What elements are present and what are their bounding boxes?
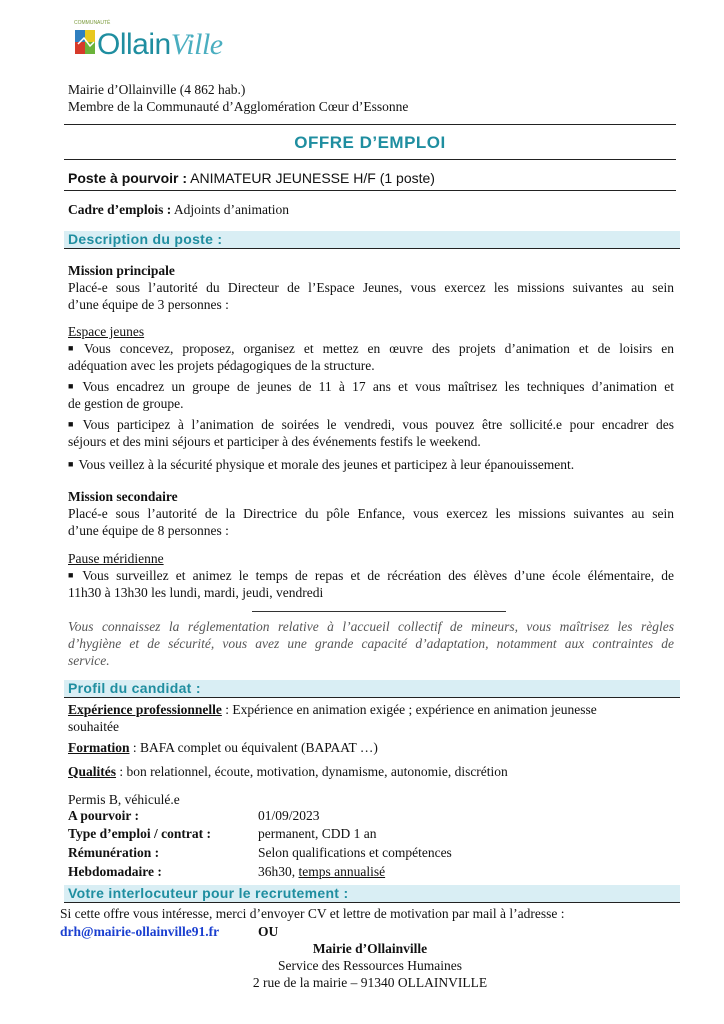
qualites-value: : bon relationnel, écoute, motivation, dynamisme, autonomie, discrétion	[116, 764, 508, 779]
bullet-square-icon: ■	[68, 459, 74, 469]
contact-or: OU	[258, 924, 279, 939]
formation-value: : BAFA complet ou équivalent (BAPAAT …)	[129, 740, 378, 755]
table-row-value: Selon qualifications et compétences	[258, 845, 452, 860]
table-row-label: Rémunération :	[68, 845, 160, 860]
contact-address: 2 rue de la mairie – 91340 OLLAINVILLE	[252, 975, 488, 990]
section-heading-contact: Votre interlocuteur pour le recrutement :	[64, 885, 680, 903]
poste-line	[68, 170, 674, 187]
experience-line-2: souhaitée	[68, 719, 119, 734]
bullet-1-line-2: adéquation avec les projets pédagogiques de la structure.	[68, 358, 375, 373]
mission-secondaire-title: Mission secondaire	[68, 489, 178, 504]
cadre-line	[68, 201, 674, 218]
bullet-1-text: Vous concevez, proposez, organisez et mettez en œuvre des projets d’animation et de loisirs en	[84, 341, 675, 356]
section-heading-description: Description du poste :	[64, 231, 680, 249]
poste-value: ANIMATEUR JEUNESSE H/F (1 poste)	[187, 170, 435, 186]
bullet-square-icon: ■	[68, 419, 78, 429]
table-row-value	[258, 864, 385, 880]
italic-line-1: Vous connaissez la réglementation relative à l’accueil collectif de mineurs, vous maîtrisez les règles	[68, 619, 674, 634]
mission-secondaire-intro-2: d’une équipe de 8 personnes :	[68, 523, 229, 538]
header-line-1: Mairie d’Ollainville (4 862 hab.)	[68, 82, 246, 97]
bullet-square-icon: ■	[68, 381, 78, 391]
bullet-4-line-1	[68, 456, 674, 473]
experience-value: : Expérience en animation exigée ; expérience en animation jeunesse	[221, 702, 597, 717]
poste-label: Poste à pourvoir :	[68, 170, 188, 186]
separator-rule	[252, 611, 506, 612]
qualites-line	[68, 763, 674, 780]
logo-tagline: COMMUNAUTÉ	[74, 20, 111, 26]
logo-emblem-icon	[74, 24, 98, 58]
contact-email-link[interactable]: drh@mairie-ollainville91.fr	[60, 924, 220, 939]
logo-wordmark	[97, 28, 223, 62]
formation-line	[68, 739, 674, 756]
formation-label: Formation	[68, 740, 130, 755]
table-row-value: 01/09/2023	[258, 808, 320, 823]
qualites-label: Qualités	[68, 764, 117, 779]
espace-jeunes-heading: Espace jeunes	[68, 324, 145, 339]
bullet-3-line-1	[68, 416, 674, 433]
experience-line	[68, 701, 674, 718]
bullet-2-text: Vous encadrez un groupe de jeunes de 11 à 17 ans et vous maîtrisez les techniques d’animation et	[82, 379, 675, 394]
title-bottom-rule	[64, 159, 676, 160]
contact-service: Service des Ressources Humaines	[277, 958, 463, 973]
poste-rule	[64, 190, 676, 191]
mission-principale-intro-1: Placé-e sous l’autorité du Directeur de l’Espace Jeunes, vous exercez les missions suivantes au sein	[68, 280, 674, 295]
logo-brand-ville: Ville	[170, 28, 223, 61]
cadre-label: Cadre d’emplois :	[68, 202, 172, 217]
hebdo-value-underlined: temps annualisé	[298, 864, 386, 879]
italic-line-3: service.	[68, 653, 110, 668]
bullet-3-line-2: séjours et des mini séjours et participer à des événements festifs le weekend.	[68, 434, 481, 449]
table-row-label: A pourvoir :	[68, 808, 140, 823]
table-row-value: permanent, CDD 1 an	[258, 826, 377, 841]
section-heading-profil: Profil du candidat :	[64, 680, 680, 698]
mission-principale-title: Mission principale	[68, 263, 175, 278]
table-row-label: Type d’emploi / contrat :	[68, 826, 211, 841]
italic-line-2: d’hygiène et de sécurité, vous avez une grande capacité d’adaptation, notamment aux contraintes de	[68, 636, 674, 651]
logo-brand-main: Ollain	[97, 28, 171, 61]
bullet-square-icon: ■	[68, 343, 80, 353]
title-top-rule	[64, 124, 676, 125]
permis-line: Permis B, véhiculé.e	[68, 792, 180, 807]
header-line-2: Membre de la Communauté d’Agglomération Cœur d’Essonne	[68, 99, 409, 114]
experience-label: Expérience professionnelle	[68, 702, 222, 717]
mission-principale-intro-2: d’une équipe de 3 personnes :	[68, 297, 229, 312]
bullet-2-line-2: de gestion de groupe.	[68, 396, 184, 411]
table-row-label: Hebdomadaire :	[68, 864, 162, 879]
bullet-4-text: Vous veillez à la sécurité physique et morale des jeunes et participez à leur épanouissement.	[78, 457, 575, 472]
pause-meridienne-heading: Pause méridienne	[68, 551, 164, 566]
bullet-3-text: Vous participez à l’animation de soirées le vendredi, vous pouvez être sollicité.e pour encadrer des	[82, 417, 674, 432]
bullet-1-line-1	[68, 340, 674, 357]
pause-bullet-text: Vous surveillez et animez le temps de repas et de récréation des élèves d’une école élémentaire, de	[82, 568, 674, 583]
pause-bullet-line-1	[68, 567, 674, 584]
contact-intro: Si cette offre vous intéresse, merci d’envoyer CV et lettre de motivation par mail à l’adresse :	[60, 906, 565, 921]
page-title: OFFRE D’EMPLOI	[294, 133, 446, 152]
hebdo-value: 36h30,	[258, 864, 299, 879]
contact-org: Mairie d’Ollainville	[312, 941, 428, 956]
pause-bullet-line-2: 11h30 à 13h30 les lundi, mardi, jeudi, vendredi	[68, 585, 324, 600]
bullet-2-line-1	[68, 378, 674, 395]
bullet-square-icon: ■	[68, 570, 78, 580]
mission-secondaire-intro-1: Placé-e sous l’autorité de la Directrice du pôle Enfance, vous exercez les missions suivantes au sein	[68, 506, 674, 521]
cadre-value: Adjoints d’animation	[171, 202, 289, 217]
